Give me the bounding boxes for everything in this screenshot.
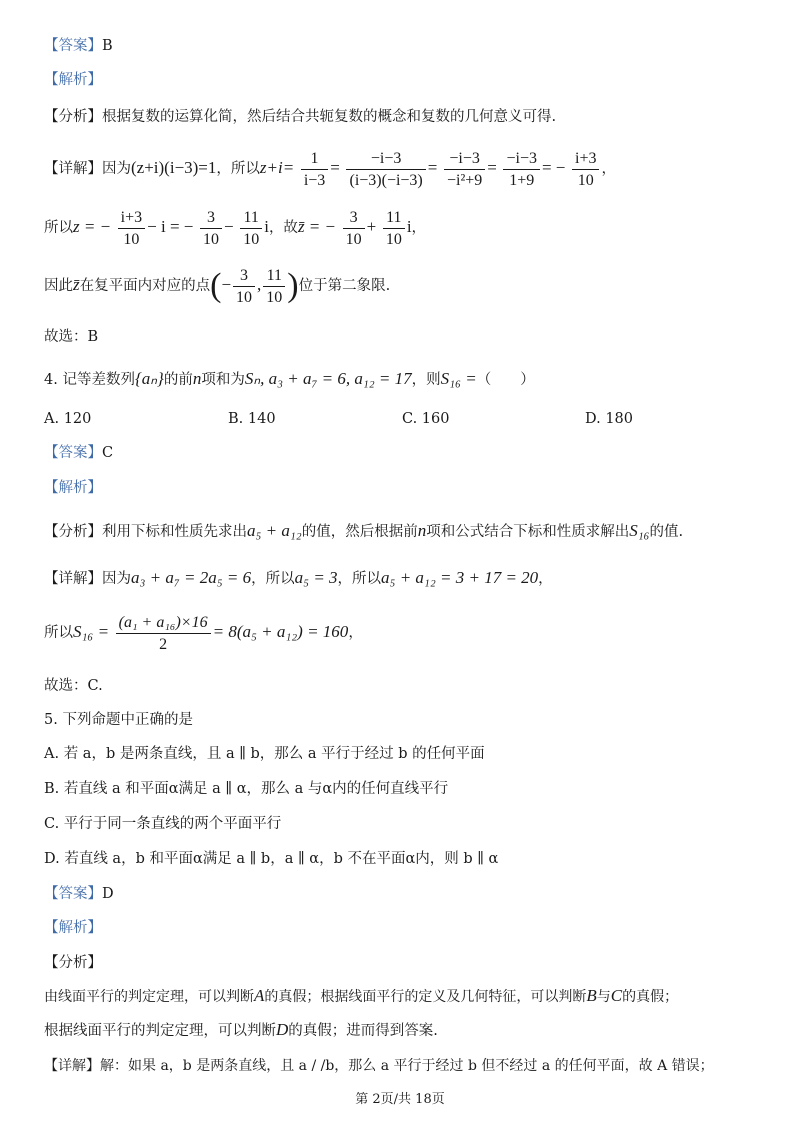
denominator: 10 (123, 230, 140, 248)
fraction (263, 266, 285, 307)
equation: S₁₆ = (73, 622, 110, 641)
numerator: 11 (240, 208, 262, 229)
text: ，所以 (216, 161, 260, 177)
text: 由线面平行的判定定理，可以判断 (44, 989, 254, 1005)
denominator: 2 (159, 635, 168, 653)
choice-text: 故选：B (44, 329, 99, 345)
numerator: 11 (263, 266, 285, 287)
denominator: 10 (577, 171, 594, 189)
answer-tag: 【答案】 (44, 445, 102, 461)
text: ，所以 (251, 571, 295, 587)
denominator: i−3 (303, 171, 326, 189)
answer-line-3 (44, 36, 770, 56)
text: C. 平行于同一条直线的两个平面平行 (44, 816, 282, 832)
q5-para1 (44, 986, 770, 1007)
text: ，则 (411, 372, 441, 388)
numerator: 3 (233, 266, 255, 287)
text: 4. 记等差数列 (44, 372, 135, 388)
numerator: 1 (301, 149, 328, 170)
equation: z+i= (259, 158, 295, 177)
analysis-line-3 (44, 70, 770, 90)
equation: a₅ = 3 (294, 568, 338, 587)
fraction (346, 149, 425, 190)
detail-line-5 (44, 1056, 770, 1076)
option-b: B. 140 (228, 411, 276, 427)
fenxi-line-5 (44, 953, 770, 973)
fraction (118, 208, 145, 249)
text: 所以 (44, 220, 73, 236)
analysis-line-5 (44, 918, 770, 938)
answer-value: B (102, 38, 113, 54)
text: 项和为 (201, 372, 245, 388)
equation: n (192, 369, 202, 388)
answer-value: C (102, 445, 114, 461)
fenxi-tag: 【分析】 (44, 109, 102, 125)
choice-line-3 (44, 327, 770, 347)
q5-option-c (44, 814, 770, 834)
option-d: D. 180 (585, 411, 634, 427)
numerator: −i−3 (346, 149, 425, 170)
numerator: −i−3 (503, 149, 540, 170)
denominator: 1+9 (509, 171, 535, 189)
detail-line-3b: 所以z = − $\frac{i+3}{10}$ − i = − $\frac{3}{10}$ − $\frac{11}{10}$ i，故z̄ = − $\frac{3}{10}$ + $\frac{11}{10}$ i， (44, 208, 427, 248)
detail-line-3c: 因此z̄在复平面内对应的点(− $\frac{3}{10}$ , $\frac{11}{10}$ )位于第二象限. (44, 266, 391, 306)
text: 的前 (163, 372, 193, 388)
equation: = 8(a₅ + a₁₂) = 160 (212, 622, 349, 641)
numerator: −i−3 (444, 149, 485, 170)
equation: a₅ + a₁₂ (247, 521, 302, 540)
analysis-tag: 【解析】 (44, 72, 102, 88)
fraction (343, 208, 365, 249)
page-footer: 第 2页/共 18页 (355, 1092, 445, 1107)
option-a: A. 120 (44, 411, 92, 427)
equation: (z+i)(i−3)=1 (131, 158, 217, 177)
denominator: (i−3)(−i−3) (349, 171, 423, 189)
numerator: (a₁ + a₁₆)×16 (116, 613, 211, 634)
text: 与 (596, 989, 611, 1005)
q5-stem (44, 710, 770, 730)
denominator: 10 (236, 288, 253, 306)
analysis-line-4 (44, 478, 770, 498)
fraction (572, 149, 599, 190)
text: 的值，然后根据前 (301, 524, 418, 540)
detail-line-4b (44, 610, 770, 654)
q5-option-b (44, 779, 770, 799)
fenxi-line-4 (44, 518, 770, 544)
text: A. 若 a，b 是两条直线，且 a ∥ b，那么 a 平行于经过 b 的任何平面 (44, 746, 485, 762)
equation: S₁₆ = (440, 369, 477, 388)
denominator: −i²+9 (446, 171, 483, 189)
fraction (383, 208, 405, 249)
detail-tag: 【详解】 (44, 161, 102, 177)
q5-para2 (44, 1020, 770, 1041)
detail-tag: 【详解】 (44, 571, 102, 587)
equation: Sₙ, a₃ + a₇ = 6, a₁₂ = 17 (244, 369, 412, 388)
detail-line-4a (44, 565, 770, 591)
text: D. 若直线 a，b 和平面α满足 a ∥ b，a ∥ α，b 不在平面α内，则 b ∥ α (44, 851, 499, 867)
fenxi-tag: 【分析】 (44, 955, 102, 971)
equation: n (417, 521, 427, 540)
denominator: 10 (203, 230, 219, 248)
equation: S₁₆ (629, 521, 650, 540)
numerator: 3 (343, 208, 365, 229)
text: 利用下标和性质先求出 (102, 524, 247, 540)
answer-line-5 (44, 884, 770, 904)
denominator: 10 (385, 230, 402, 248)
fraction (233, 266, 255, 307)
numerator: i+3 (572, 149, 599, 170)
analysis-tag: 【解析】 (44, 480, 102, 496)
fraction (200, 208, 222, 249)
text: 的真假； (622, 989, 679, 1005)
text: 位于第二象限. (298, 278, 391, 294)
answer-line-4 (44, 443, 770, 463)
fraction (240, 208, 262, 249)
text: 根据线面平行的判定定理，可以判断 (44, 1023, 276, 1039)
text: 因为 (102, 161, 131, 177)
equation: z̄ (73, 275, 80, 294)
detail-tag: 【详解】 (44, 1058, 100, 1074)
equation: a₃ + a₇ = 2a₅ = 6 (131, 568, 252, 587)
q5-option-a (44, 744, 770, 764)
text: ， (348, 625, 363, 641)
equation: z̄ = − (297, 217, 336, 236)
text: ，故 (268, 220, 298, 236)
equation: A (254, 986, 265, 1005)
analysis-tag: 【解析】 (44, 920, 102, 936)
numerator: 11 (383, 208, 405, 229)
equation: D (276, 1020, 289, 1039)
text: ，所以 (337, 571, 382, 587)
text: 所以 (44, 625, 73, 641)
fraction (503, 149, 540, 190)
fenxi-tag: 【分析】 (44, 524, 102, 540)
text: 因此 (44, 278, 73, 294)
denominator: 10 (243, 230, 260, 248)
text: 的值. (649, 524, 684, 540)
text: 的真假；根据线面平行的定义及几何特征，可以判断 (264, 989, 587, 1005)
text: 解：如果 a，b 是两条直线，且 a / /b，那么 a 平行于经过 b 但不经过 a 的任何平面，故 A 错误； (100, 1058, 714, 1074)
choice-line-4 (44, 676, 770, 696)
fraction (444, 149, 485, 190)
text: ， (538, 571, 553, 587)
text: （ ） (476, 372, 535, 388)
text: 5. 下列命题中正确的是 (44, 712, 193, 728)
fraction (301, 149, 328, 190)
text: 项和公式结合下标和性质求解出 (426, 524, 630, 540)
answer-value: D (102, 886, 114, 902)
q4-stem (44, 366, 770, 392)
text: 的真假；进而得到答案. (288, 1023, 438, 1039)
option-c: C. 160 (402, 411, 450, 427)
denominator: 10 (266, 288, 283, 306)
denominator: 10 (345, 230, 362, 248)
numerator: i+3 (118, 208, 145, 229)
answer-tag: 【答案】 (44, 38, 102, 54)
numerator: 3 (200, 208, 222, 229)
fenxi-line-3 (44, 107, 770, 127)
text: 在复平面内对应的点 (79, 278, 211, 294)
choice-text: 故选：C. (44, 678, 103, 694)
fraction (116, 613, 211, 654)
equation: − i = − (147, 217, 194, 236)
fenxi-text: 根据复数的运算化简，然后结合共轭复数的概念和复数的几何意义可得. (102, 109, 557, 125)
text: 因为 (102, 571, 131, 587)
equation: B (586, 986, 597, 1005)
detail-line-3a: 【详解】因为(z+i)(i−3)=1，所以z+i= $\frac{1}{i-3}$ = $\frac{-i-3}{(i-3)(-i-3)}$ = $\frac{-i-3}{\text{−i²+9}}$ = $\frac{-i-3}{1+9}$ = − $\frac{i+3}{10}$ ， (44, 149, 616, 189)
equation: C (610, 986, 623, 1005)
q5-option-d (44, 849, 770, 869)
answer-tag: 【答案】 (44, 886, 102, 902)
equation: a₅ + a₁₂ = 3 + 17 = 20 (381, 568, 539, 587)
equation: {aₙ} (134, 369, 164, 388)
text: B. 若直线 a 和平面α满足 a ∥ α，那么 a 与α内的任何直线平行 (44, 781, 449, 797)
equation: z = − (73, 217, 112, 236)
